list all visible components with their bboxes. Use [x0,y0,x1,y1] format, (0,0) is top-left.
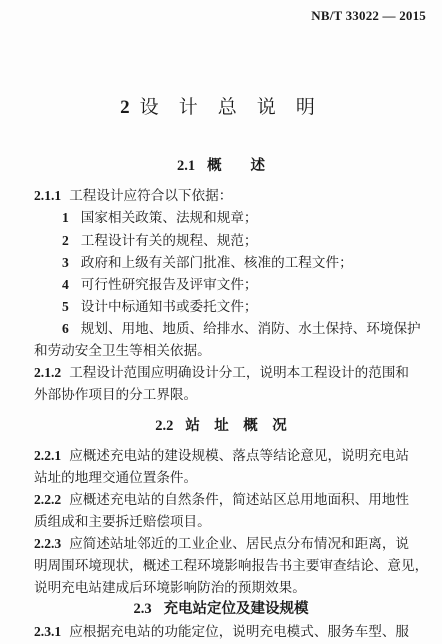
section-number: 2.2 [155,418,174,434]
section-title-2-3 [0,597,442,618]
clause-2-1-2 [34,363,432,383]
list-item-number: 3 [62,255,69,270]
list-item [62,297,258,317]
clause-text: 应概述充电站的建设规模、落点等结论意见，说明充电站 [69,448,410,464]
section-title-text: 充电站定位及建设规模 [163,600,309,617]
chapter-title [0,92,442,119]
list-item-text: 国家相关政策、法规和规章； [80,210,258,226]
standard-code: NB/T 33022 — 2015 [311,8,426,23]
clause-2-1-1 [34,186,432,206]
section-title-2-1 [0,154,442,175]
list-item-number: 5 [62,299,69,314]
list-item [62,319,421,339]
list-item-text: 可行性研究报告及评审文件； [80,277,258,293]
list-item-text: 规划、用地、地质、给排水、消防、水土保持、环境保护 [80,321,421,337]
clause-number: 2.1.2 [34,365,62,380]
list-item-number: 4 [62,277,69,292]
clause-continuation: 站址的地理交通位置条件。 [34,470,198,486]
chapter-title-text: 设 计 总 说 明 [139,96,322,118]
section-number: 2.1 [176,158,196,174]
clause-number: 2.2.3 [34,536,62,551]
section-title-text: 站 址 概 况 [185,417,287,434]
list-item-text: 工程设计有关的规程、规范； [80,233,258,249]
clause-text: 工程设计范围应明确设计分工，说明本工程设计的范围和 [69,365,410,381]
clause-number: 2.2.1 [34,448,62,463]
section-number: 2.3 [133,601,152,617]
clause-text: 应概述充电站的自然条件，简述站区总用地面积、用地性 [69,492,410,508]
clause-text: 工程设计应符合以下依据： [69,188,233,204]
chapter-number: 2 [120,97,130,118]
clause-number: 2.2.2 [34,492,62,507]
clause-2-3-1 [34,622,432,642]
list-item [62,275,258,295]
clause-number: 2.3.1 [34,624,62,639]
clause-continuation: 说明充电站建成后环境影响防治的预期效果。 [34,580,306,596]
clause-2-2-1 [34,446,432,466]
list-item [62,231,258,251]
clause-continuation: 质组成和主要拆迁赔偿项目。 [34,514,211,530]
list-item-continuation: 和劳动安全卫生等相关依据。 [34,343,211,359]
list-item-number: 1 [62,210,69,225]
list-item-text: 政府和上级有关部门批准、核准的工程文件； [80,255,353,271]
list-item-number: 2 [62,233,69,248]
clause-continuation: 外部协作项目的分工界限。 [34,387,198,403]
section-title-text: 概 述 [207,157,266,174]
clause-continuation: 明周围环境现状，概述工程环境影响报告书主要审查结论、意见， [34,558,429,574]
list-item [62,208,258,228]
clause-2-2-3 [34,534,432,554]
list-item-text: 设计中标通知书或委托文件； [80,299,258,315]
clause-text: 应简述站址邻近的工业企业、居民点分布情况和距离，说 [69,536,410,552]
list-item [62,253,353,273]
clause-text: 应根据充电站的功能定位，说明充电模式、服务车型、服 [69,624,410,640]
clause-2-2-2 [34,490,432,510]
section-title-2-2 [0,414,442,435]
clause-number: 2.1.1 [34,188,62,203]
list-item-number: 6 [62,321,69,336]
